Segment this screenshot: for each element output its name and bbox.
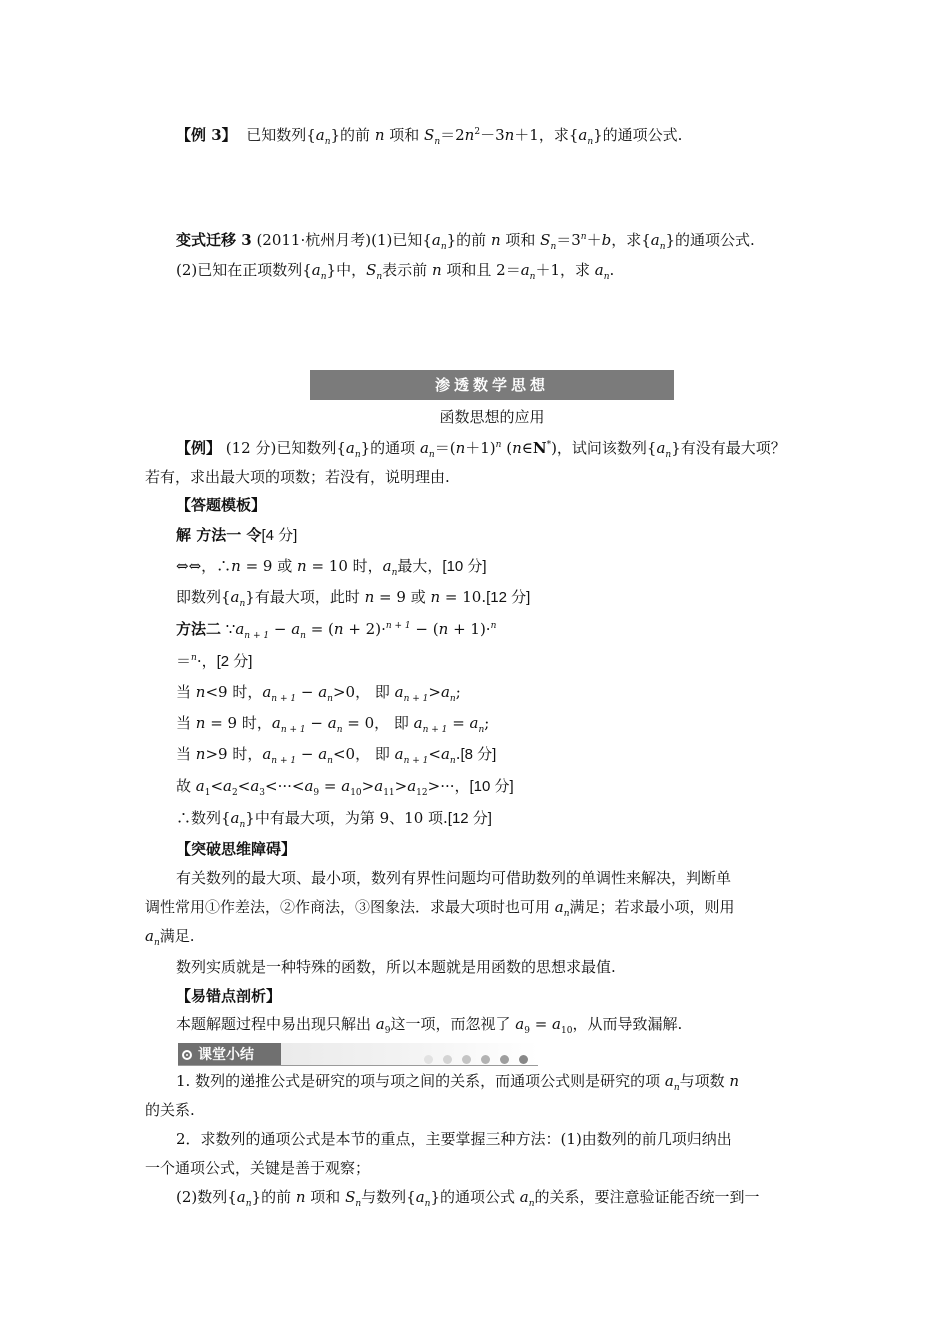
summary-heading: 课堂小结 (178, 1043, 281, 1065)
break-paragraph-1: 有关数列的最大项、最小项，数列有界性问题均可借助数列的单调性来解决，判断单 (176, 869, 732, 887)
solution-line-9: 故 $a_1<a_2<a_3<\cdot\cdot\cdot<a_9 = a_{10}>a_{11}>a_{12}>\cdot\cdot\cdot$，[10 分] (176, 777, 514, 798)
summary-bar (178, 1043, 538, 1066)
variant-3-part2: (2)已知在正项数列$\{a_n\}$中，$S_n$表示前 n 项和且 $2=a_n+1$，求 $a_n$. (176, 261, 615, 282)
solution-line-1: 解 方法一 令[4 分] (176, 526, 298, 544)
solution-line-6: 当 n<9 时，$a_{n + 1} - a_n>0$， 即 $a_{n + 1}>a_n$; (176, 683, 461, 704)
decorative-dot (462, 1055, 471, 1064)
decorative-dot (481, 1055, 490, 1064)
solution-line-7: 当 n = 9 时，$a_{n + 1} - a_n = 0$， 即 $a_{n + 1} = a_n$; (176, 714, 490, 735)
example-3: 【例 3】 已知数列$\{a_n\}$的前 n 项和 $S_n=2n^2-3n+1$，求$\{a_n\}$的通项公式. (176, 126, 683, 147)
variant-3-part1: 变式迁移 3 (2011·杭州月考)(1)已知$\{a_n\}$的前 n 项和 $S_n=3^n+b$，求$\{a_n\}$的通项公式. (176, 231, 755, 252)
target-icon (182, 1050, 192, 1060)
decorative-dot (424, 1055, 433, 1064)
solution-line-5: ＝$^n$·，[2 分] (176, 652, 253, 670)
example-statement: 【例】 (12 分)已知数列$\{a_n\}$的通项 $a_n=(n+1)^n$ (n∈N*)，试问该数列$\{a_n\}$有没有最大项？ (176, 439, 786, 460)
solution-line-3: 即数列$\{a_n\}$有最大项，此时 n = 9 或 n = 10.[12 分] (176, 588, 531, 609)
decorative-dot (500, 1055, 509, 1064)
decorative-dot (443, 1055, 452, 1064)
break-paragraph-3: $a_n$满足. (145, 927, 195, 948)
solution-method-2: 方法二 $\because a_{n + 1} - a_n = (n + 2)\cdot^{n + 1} - (n + 1)\cdot^n$ (176, 620, 497, 641)
mistake-heading: 【易错点剖析】 (176, 987, 282, 1005)
example-statement-line2: 若有，求出最大项的项数；若没有，说明理由. (145, 468, 450, 486)
break-heading: 【突破思维障碍】 (176, 840, 297, 858)
break-paragraph-4: 数列实质就是一种特殊的函数，所以本题就是用函数的思想求最值. (176, 958, 616, 976)
section-subtitle: 函数思想的应用 (439, 408, 545, 426)
summary-paragraph-2: 2．求数列的通项公式是本节的重点，主要掌握三种方法：(1)由数列的前几项归纳出 (176, 1130, 732, 1148)
template-heading: 【答题模板】 (176, 496, 267, 514)
break-paragraph-2: 调性常用①作差法，②作商法，③图象法．求最大项时也可用 $a_n$满足；若求最小项，则用 (145, 898, 735, 919)
summary-paragraph-1: 1. 数列的递推公式是研究的项与项之间的关系，而通项公式则是研究的项 $a_n$与项数 n (176, 1072, 740, 1093)
variant-3-tag: 变式迁移 3 (176, 231, 252, 249)
solution-line-10: ∴数列$\{a_n\}$中有最大项，为第 9、10 项.[12 分] (176, 809, 492, 830)
summary-paragraph-2-cont: 一个通项公式，关键是善于观察； (145, 1159, 371, 1177)
example-tag: 【例】 (176, 439, 222, 457)
summary-paragraph-1-cont: 的关系. (145, 1101, 195, 1119)
example-3-tag: 【例 3】 (176, 126, 237, 144)
summary-dots (424, 1049, 538, 1068)
solution-line-8: 当 n>9 时，$a_{n + 1} - a_n<0$， 即 $a_{n + 1}<a_n.[8$ 分] (176, 745, 497, 766)
mistake-paragraph: 本题解题过程中易出现只解出 $a_9$这一项，而忽视了 $a_9 = a_{10}$，从而导致漏解. (176, 1015, 683, 1036)
solution-line-2: ⇔⇔，∴n = 9 或 n = 10 时，$a_n$最大，[10 分] (176, 557, 487, 578)
summary-paragraph-3: (2)数列$\{a_n\}$的前 n 项和 $S_n$与数列$\{a_n\}$的通项公式 $a_n$的关系，要注意验证能否统一到一 (176, 1188, 760, 1209)
section-banner: 渗透数学思想 (310, 370, 674, 400)
decorative-dot (519, 1055, 528, 1064)
